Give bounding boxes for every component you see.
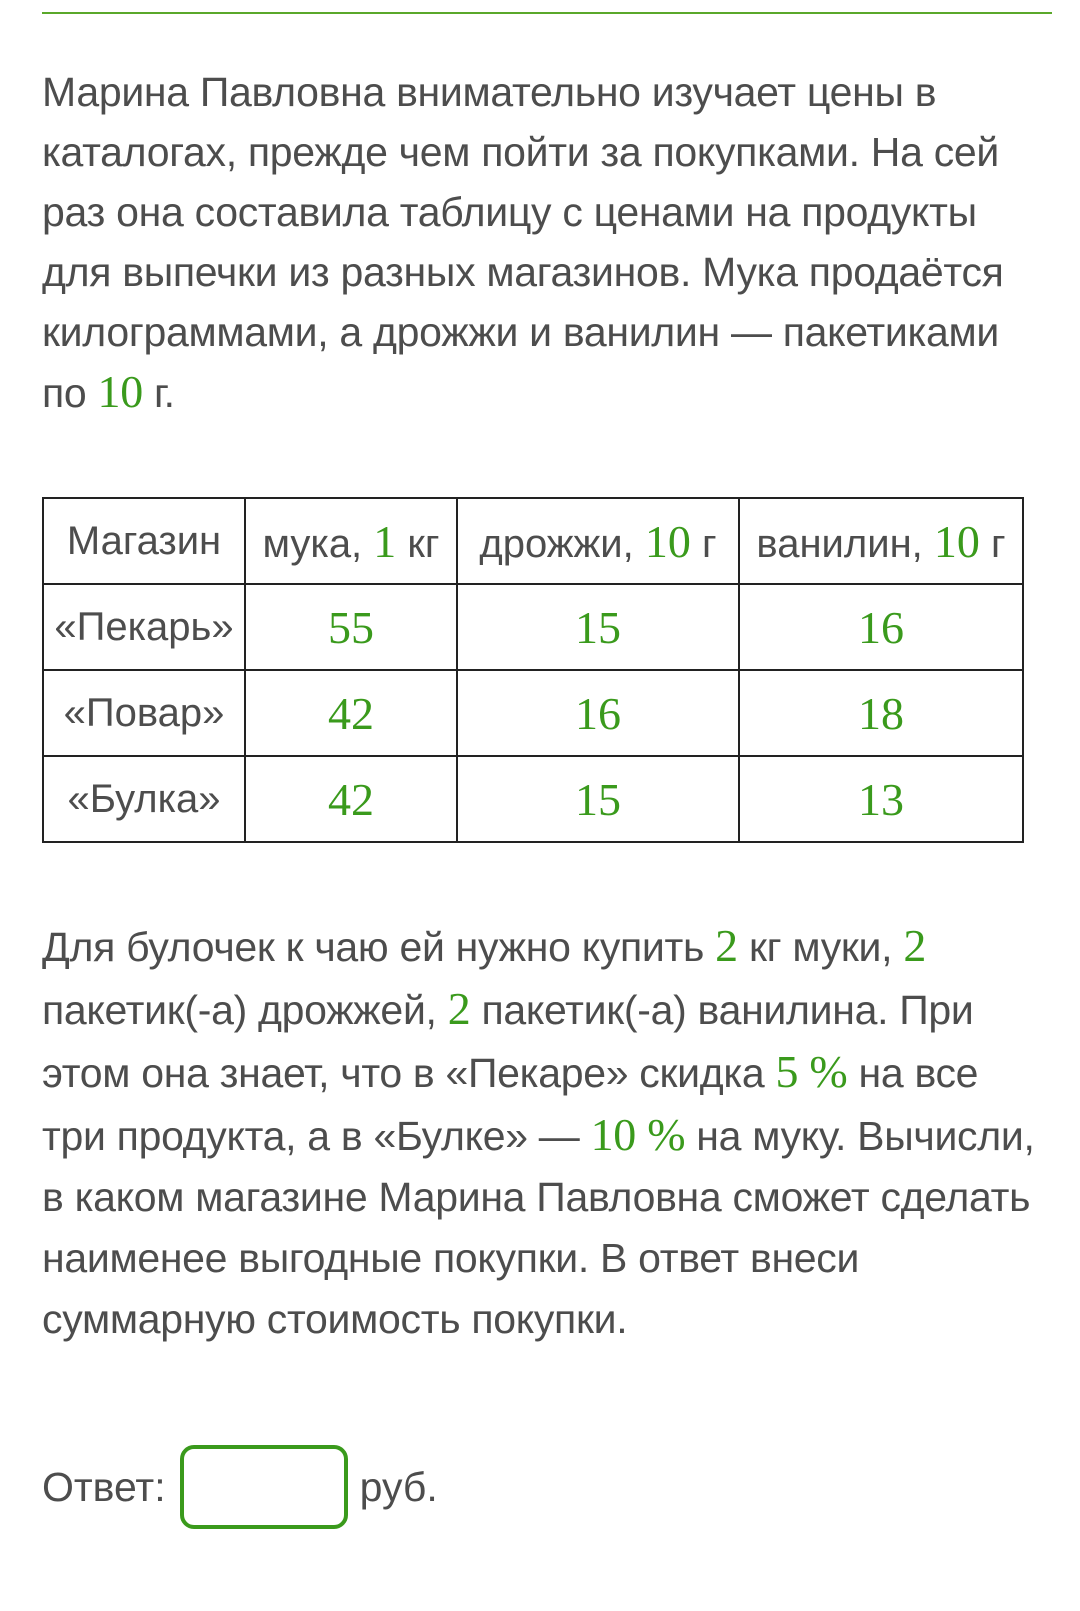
table-row — [43, 670, 1023, 756]
answer-unit: руб. — [359, 1463, 438, 1510]
task-text: на все три продукта, а в «Булке» — — [42, 1050, 979, 1159]
header-label: мука, — [262, 521, 374, 566]
task-number: 10 % — [590, 1109, 686, 1160]
header-yeast — [457, 498, 739, 584]
intro-text: Марина Павловна внимательно изучает цены в каталогах, прежде чем пойти за покупками. На сей раз она составила таблицу с ценами на продукты для выпечки из разных магазинов. Мука продаётся килограммами, а дрожжи и ванилин — пакетиками по — [42, 69, 1004, 416]
task-number: 2 — [903, 920, 927, 971]
task-text: пакетик(-а) дрожжей, — [42, 987, 448, 1033]
price-vanillin: 18 — [739, 670, 1023, 756]
header-unit: г — [690, 521, 717, 566]
header-label: дрожжи, — [479, 521, 645, 566]
task-paragraph — [42, 915, 1052, 1350]
price-flour: 55 — [245, 584, 457, 670]
task-number: 5 % — [775, 1046, 848, 1097]
table-row — [43, 756, 1023, 842]
task-text: пакетик(-а) ванилина. При этом она знает, что в «Пекаре» скидка — [42, 987, 974, 1096]
price-flour: 42 — [245, 756, 457, 842]
price-yeast: 15 — [457, 756, 739, 842]
header-number: 10 — [933, 515, 980, 567]
header-vanillin — [739, 498, 1023, 584]
task-text: Для булочек к чаю ей нужно купить — [42, 924, 716, 970]
price-table — [42, 497, 1024, 843]
intro-text-end: г. — [142, 370, 175, 416]
answer-input[interactable] — [180, 1445, 348, 1529]
task-number: 2 — [447, 983, 471, 1034]
header-number: 1 — [373, 515, 397, 567]
header-label: Магазин — [66, 518, 222, 563]
header-label: ванилин, — [756, 521, 934, 566]
price-yeast: 16 — [457, 670, 739, 756]
task-text: на муку. Вычисли, в каком магазине Марина Павловна сможет сделать наименее выгодные покупки. В ответ внеси суммарную стоимость покупки. — [42, 1113, 1035, 1342]
store-name: «Пекарь» — [43, 584, 245, 670]
price-flour: 42 — [245, 670, 457, 756]
store-name: «Булка» — [43, 756, 245, 842]
header-number: 10 — [644, 515, 691, 567]
header-store — [43, 498, 245, 584]
answer-row — [42, 1441, 438, 1533]
task-number: 2 — [715, 920, 738, 971]
intro-number: 10 — [97, 366, 143, 417]
price-vanillin: 16 — [739, 584, 1023, 670]
price-yeast: 15 — [457, 584, 739, 670]
answer-label: Ответ: — [42, 1463, 166, 1510]
header-unit: кг — [396, 521, 440, 566]
header-unit: г — [979, 521, 1006, 566]
intro-paragraph — [42, 62, 1042, 423]
task-text: кг муки, — [737, 924, 904, 970]
store-name: «Повар» — [43, 670, 245, 756]
table-header-row — [43, 498, 1023, 584]
price-vanillin: 13 — [739, 756, 1023, 842]
header-flour — [245, 498, 457, 584]
table-row — [43, 584, 1023, 670]
top-divider — [42, 12, 1052, 14]
